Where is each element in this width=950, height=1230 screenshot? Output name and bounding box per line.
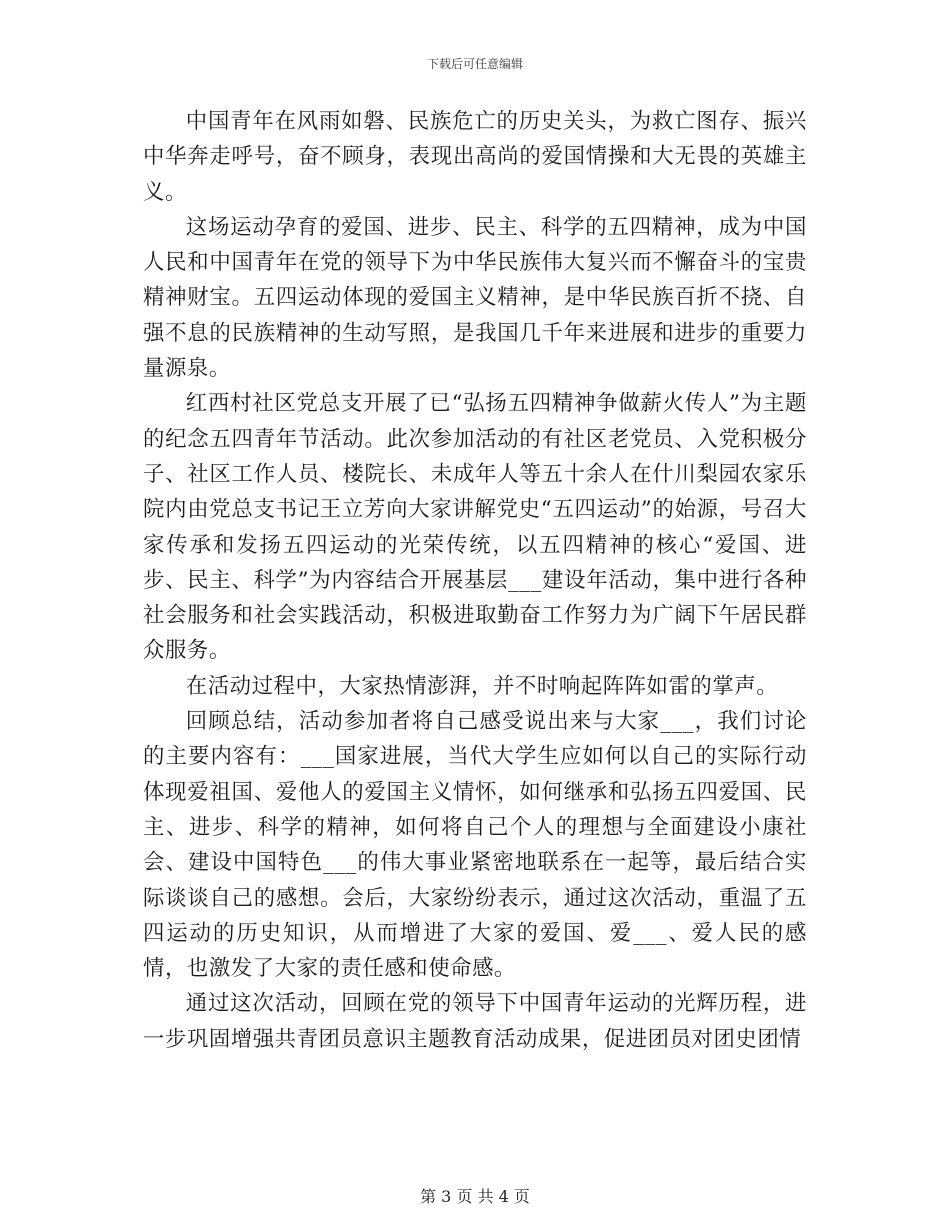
page-number-footer: 第 3 页 共 4 页 bbox=[420, 1187, 530, 1206]
page-header-note: 下载后可任意编辑 bbox=[426, 57, 523, 71]
paragraph-6: 通过这次活动，回顾在党的领导下中国青年运动的光辉历程，进一步巩固增强共青团员意识主题教育活动成果，促进团员对团史团情 bbox=[143, 991, 807, 1052]
paragraph-4: 在活动过程中，大家热情澎湃，并不时响起阵阵如雷的掌声。 bbox=[185, 673, 779, 699]
document-body bbox=[143, 104, 807, 1057]
paragraph-3: 红西村社区党总支开展了已“弘扬五四精神争做薪火传人”为主题的纪念五四青年节活动。此次参加活动的有社区老党员、入党积极分子、社区工作人员、楼院长、未成年人等五十余人在什川梨园农家乐院内由党总支书记王立芳向大家讲解党史“五四运动”的始源，号召大家传承和发扬五四运动的光荣传统，以五四精神的核心“爱国、进步、民主、科学”为内容结合开展基层___建设年活动，集中进行各种社会服务和社会实践活动，积极进取勤奋工作努力为广阔下午居民群众服务。 bbox=[143, 391, 807, 664]
paragraph-5: 回顾总结，活动参加者将自己感受说出来与大家___，我们讨论的主要内容有：___国家进展，当代大学生应如何以自己的实际行动体现爱祖国、爱他人的爱国主义情怀，如何继承和弘扬五四爱国、民主、进步、科学的精神，如何将自己个人的理想与全面建设小康社会、建设中国特色___的伟大事业紧密地联系在一起等，最后结合实际谈谈自己的感想。会后，大家纷纷表示，通过这次活动，重温了五四运动的历史知识，从而增进了大家的爱国、爱___、爱人民的感情，也激发了大家的责任感和使命感。 bbox=[143, 709, 807, 982]
paragraph-2: 这场运动孕育的爱国、进步、民主、科学的五四精神，成为中国人民和中国青年在党的领导下为中华民族伟大复兴而不懈奋斗的宝贵精神财宝。五四运动体现的爱国主义精神，是中华民族百折不挠、自强不息的民族精神的生动写照，是我国几千年来进展和进步的重要力量源泉。 bbox=[143, 214, 807, 382]
paragraph-1: 中国青年在风雨如磐、民族危亡的历史关头，为救亡图存、振兴中华奔走呼号，奋不顾身，表现出高尚的爱国情操和大无畏的英雄主义。 bbox=[143, 109, 807, 205]
